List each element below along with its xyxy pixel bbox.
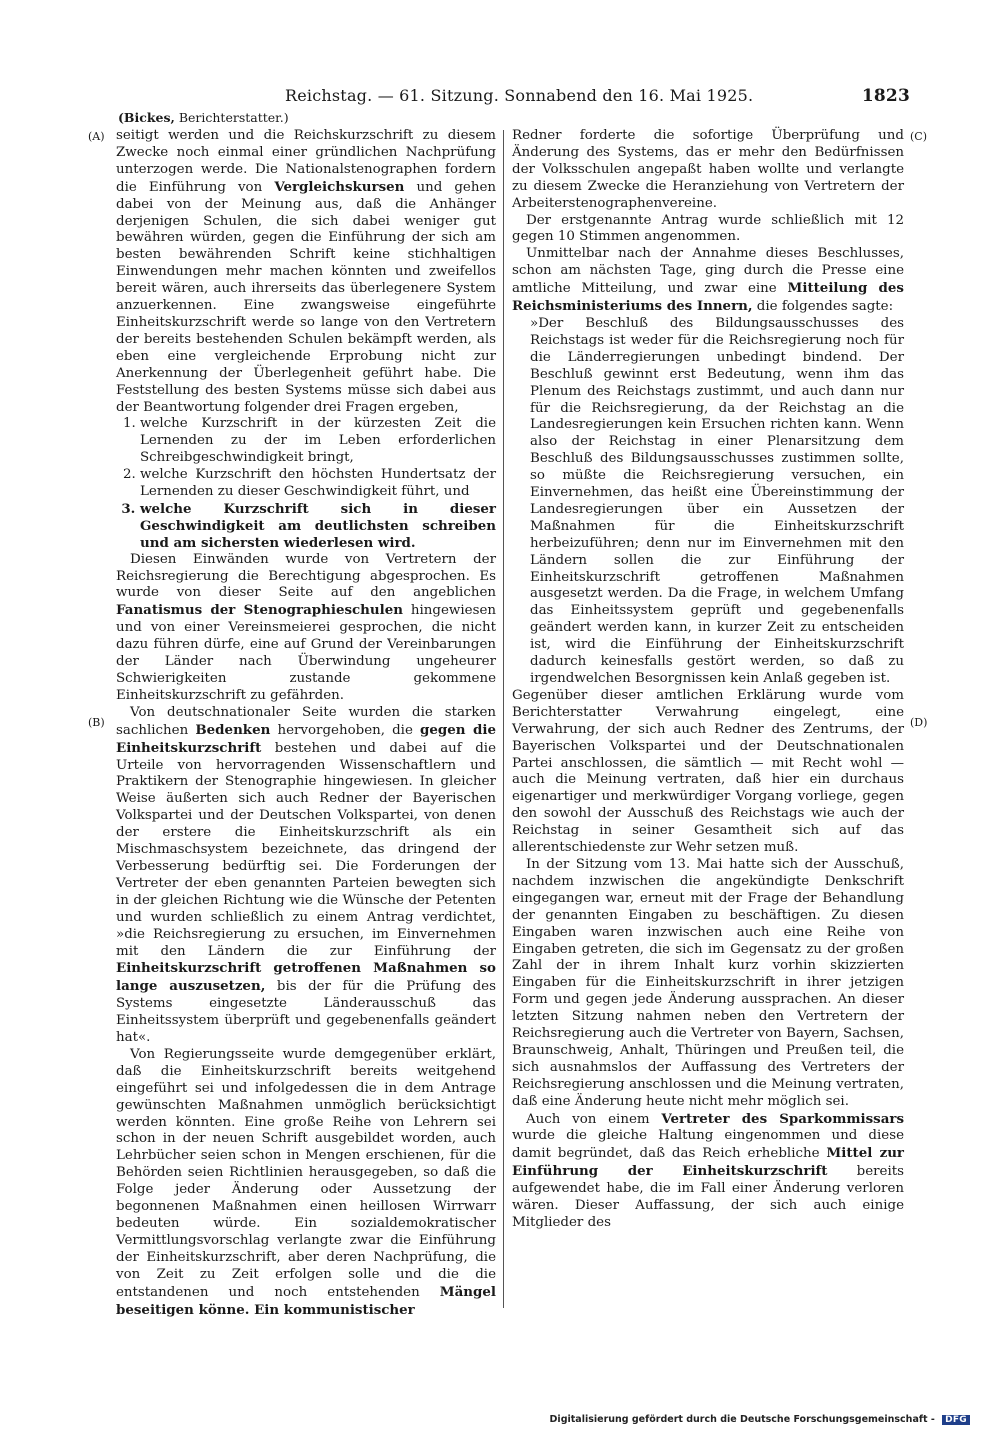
speaker-role: Berichterstatter.) (178, 110, 289, 125)
left-p3-bold1: Bedenken (195, 721, 271, 738)
left-p3-bold3: Einheitskurzschrift getroffenen Maßnahmen so lange auszusetzen, (116, 960, 496, 995)
left-paragraph-1 (116, 128, 496, 416)
right-paragraph-5: In der Sitzung vom 13. Mai hatte sich der Ausschuß, nachdem inzwischen die angekündigte Denkschrift eingegangen war, erneut mit der Frage der Behandlung der genannten Eingaben zu beschäftigen. Zu diesen Eingaben waren inzwischen auch eine Reihe von Eingaben getreten, die sich im Gegensatz zu der großen Zahl der in ihrem Inhalt kurz vorhin skizzierten Eingaben für die Einheitskurzschrift in ihrer jetzigen Form und gegen jede Änderung aussprachen. An dieser letzten Sitzung nahmen neben den Vertretern der Reichsregierung auch die Vertreter von Bayern, Sachsen, Braunschweig, Anhalt, Thüringen und Preußen teil, die sich ausnahmslos der Auffassung des Vertreters der Reichsregierung anschlossen und die Meinung vertraten, daß eine Änderung heute nicht mehr möglich sei. (512, 856, 904, 1109)
margin-marker-a: (A) (88, 130, 105, 143)
list-item: 2. welche Kurzschrift den höchsten Hundertsatz der Lernenden zu dieser Geschwindigkeit führt, und (140, 467, 496, 501)
right-p6-b: wurde die gleiche Haltung eingenommen und diese damit begründet, daß das Reich erhebliche (512, 1128, 904, 1162)
left-p1-rest: und gehen dabei von der Meinung aus, daß die Anhänger derjenigen Schulen, die sich dabei weniger gut bewähren würden, gegen die Einführung der sich am besten bewährenden Schrift keine stichhaltigen Einwendungen mehr machen könnten und zweifellos bereit wären, auch ihrerseits das überlegenere System anzuerkennen. Eine zwangsweise eingeführte Einheitskurzschrift werde so lange von den Vertretern der bereits bestehenden Schulen bekämpft werden, als eben eine vergleichende Erprobung nicht zur Anerkennung der Überlegenheit geführt habe. Die Feststellung des besten Systems müsse sich dabei aus der Beantwortung folgender drei Fragen ergeben, (116, 179, 497, 415)
left-paragraph-2 (116, 552, 496, 705)
left-p3-b: hervorgehoben, die (277, 722, 413, 738)
right-p6-bold1: Vertreter des Sparkommissars (661, 1110, 904, 1127)
right-p3-rest: die folgendes sagte: (756, 299, 894, 315)
margin-marker-c: (C) (910, 130, 927, 143)
left-p3-d: bis der für die Prüfung des Systems eingesetzte Länderausschuß das Einheitssystem überprüft und gegebenenfalls geändert hat«. (116, 979, 496, 1046)
left-paragraph-4 (116, 1047, 496, 1320)
ministry-quote: »Der Beschluß des Bildungsausschusses des Reichstags ist weder für die Reichsregierung noch für die Länderregierungen unbedingt bindend. Der Beschluß gewinnt erst Bedeutung, wenn ihm das Plenum des Reichstags zustimmt, und auch dann nur für die Reichsregierung, da der Reichstag an die Landesregierungen kein Ersuchen richten kann. Wenn also der Reichstag in einer Plenarsitzung dem Beschluß des Bildungsausschusses zustimmen sollte, so müßte die Reichsregierung versuchen, ein Einvernehmen, das heißt eine Übereinstimmung der Landesregierungen über ein Aussetzen der Maßnahmen für die Einheitskurzschrift herbeizuführen; denn nur im Einvernehmen mit den Ländern sollen die zur Einführung der Einheitskurzschrift getroffenen Maßnahmen ausgesetzt werden. Da die Frage, in welchem Umfang das Einheitssystem geprüft und gegebenenfalls geändert werden kann, in kurzer Zeit zu entscheiden ist, wird die Einführung der Einheitskurzschrift dadurch keinesfalls gestört werden, so daß zu irgendwelchen Besorgnissen kein Anlaß gegeben ist. (530, 315, 904, 686)
right-paragraph-6 (512, 1111, 904, 1232)
left-p2-text: Diesen Einwänden wurde von Vertretern der Reichsregierung die Berechtigung abgesprochen. Es wurde von dieser Seite auf den angeblichen (116, 551, 496, 601)
speaker-name: (Bickes, (118, 110, 175, 125)
dfg-logo: DFG (942, 1415, 970, 1425)
left-column (116, 128, 496, 1319)
right-p6-bold2: Mittel zur Einführung der Einheitskurzschrift (512, 1145, 904, 1180)
questions-list (116, 416, 496, 551)
right-p3-text: Unmittelbar nach der Annahme dieses Beschlusses, schon am nächsten Tage, ging durch die Presse eine amtliche Mitteilung, und zwar eine (512, 246, 904, 297)
left-p3-c: bestehen und dabei auf die Urteile von hervorragenden Wissenschaftlern und Praktikern der Stenographie hingewiesen. In gleicher Weise äußerten sich auch Redner der Bayerischen Volkspartei und der Deutschen Volkspartei, von denen der erstere die Einheitskurzschrift als ein Mischmaschsystem bezeichnete, das dringend der Verbesserung bedürftig sei. Die Forderungen der Vertreter der eben genannten Parteien bewegten sich in der gleichen Richtung wie die Wünsche der Petenten und wurden schließlich zu einem Antrag verdichtet, »die Reichsregierung zu ersuchen, im Einvernehmen mit den Ländern die zur Einführung der (116, 740, 497, 959)
left-p3-a: Von deutschnationaler Seite wurden die starken sachlichen (116, 704, 496, 738)
right-paragraph-4: Gegenüber dieser amtlichen Erklärung wurde vom Berichterstatter Verwahrung eingelegt, eine Verwahrung, der sich auch Redner des Zentrums, der Bayerischen Volkspartei und der Deutschnationalen Partei anschlossen, die sämtlich — mit Recht wohl — auch die Meinung vertraten, daß hier ein durchaus eigenartiger und merkwürdiger Vorgang vorliege, gegen den sowohl der Ausschuß des Reichstags wie auch der Reichstag in seiner Gesamtheit sich auf das allerentschiedenste zur Wehr setzen muß. (512, 687, 904, 856)
right-paragraph-1: Redner forderte die sofortige Überprüfung und Änderung des Systems, das er mehr den Bedürfnissen der Volksschulen angepaßt haben wollte und verlangte zu diesem Zwecke die Heranziehung von Vertretern der Arbeiterstenographenvereine. (512, 128, 904, 211)
left-p1-text: seitigt werden und die Reichskurzschrift zu diesem Zwecke noch einmal einer gründlichen Nachprüfung unterzogen werde. Die Nationalstenographen fordern die Einführung von (116, 128, 496, 195)
running-title: Reichstag. — 61. Sitzung. Sonnabend den 16. Mai 1925. (285, 86, 754, 105)
column-divider (503, 130, 504, 1308)
right-column (512, 128, 904, 1232)
left-p4-text: Von Regierungsseite wurde demgegenüber erklärt, daß die Einheitskurzschrift bereits weitgehend eingeführt sei und infolgedessen die in dem Antrage gewünschten Maßnahmen unmöglich berücksichtigt werden könnten. Eine große Reihe von Lehrern sei schon in der neuen Schrift ausgebildet worden, auch Lehrbücher seien schon in Mengen erschienen, für die Behörden seien Richtlinien herausgegeben, so daß die Folge jeder Änderung oder Aussetzung der begonnenen Maßnahmen einen heillosen Wirrwarr bedeuten würde. Ein sozialdemokratischer Vermittlungsvorschlag verlangte zwar die Einführung der Einheitskurzschrift, aber deren Nachprüfung, die von Zeit zu Zeit erfolgen solle und die die entstandenen und noch entstehenden (116, 1046, 496, 1300)
right-paragraph-2: Der erstgenannte Antrag wurde schließlich mit 12 gegen 10 Stimmen angenommen. (512, 212, 904, 245)
page-header (110, 86, 910, 108)
margin-marker-b: (B) (88, 716, 105, 729)
left-p3-bold2: gegen die Einheitskurzschrift (116, 721, 497, 756)
left-p4-bold: Mängel beseitigen könne. Ein kommunistischer (116, 1283, 496, 1318)
right-p6-c: bereits aufgewendet habe, die im Fall einer Änderung verloren wären. Dieser Auffassung, der sich auch einige Mitglieder des (512, 1164, 904, 1230)
left-p2-rest: hingewiesen und von einer Vereinsmeierei gesprochen, die nicht dazu führen dürfe, eine auf Grund der Vereinbarungen der Länder nach Überwindung ungeheurer Schwierigkeiten zustande gekommene Einheitskurzschrift zu gefährden. (116, 603, 496, 703)
footer-text: Digitalisierung gefördert durch die Deutsche Forschungsgemeinschaft - (549, 1414, 935, 1425)
right-paragraph-3 (512, 246, 904, 316)
speaker-note (118, 110, 289, 125)
left-p1-bold: Vergleichskursen (274, 178, 405, 195)
footer-credit (550, 1414, 970, 1425)
list-item: 3. welche Kurzschrift sich in dieser Geschwindigkeit am deutlichsten schreiben und am sichersten wiederlesen wird. (140, 501, 496, 552)
right-p3-bold: Mitteilung des Reichsministeriums des Innern, (512, 280, 904, 315)
page-number: 1823 (861, 86, 910, 106)
list-item: 1. welche Kurzschrift in der kürzesten Zeit die Lernenden zu der im Leben erforderlichen Schreibgeschwindigkeit bringt, (140, 416, 496, 467)
right-p6-a: Auch von einem (526, 1111, 650, 1127)
left-p2-bold: Fanatismus der Stenographieschulen (116, 602, 403, 619)
left-paragraph-3 (116, 705, 496, 1047)
margin-marker-d: (D) (910, 716, 928, 729)
